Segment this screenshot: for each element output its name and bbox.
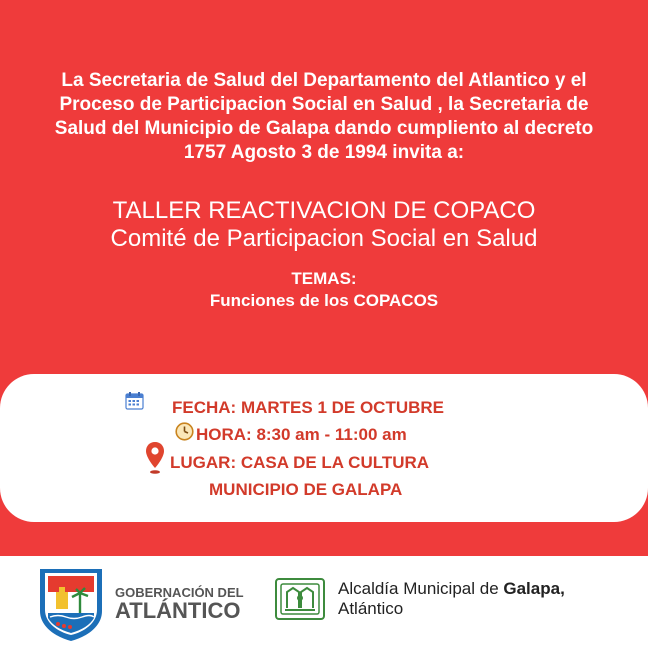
alcaldia-name-line2: Atlántico bbox=[338, 599, 404, 618]
gobernacion-name-line2: ATLÁNTICO bbox=[115, 598, 241, 623]
location-pin-icon bbox=[145, 441, 165, 475]
event-title: TALLER REACTIVACION DE COPACO bbox=[112, 197, 536, 224]
event-subtitle: Comité de Participacion Social en Salud bbox=[110, 225, 538, 252]
clock-icon bbox=[175, 422, 194, 441]
alcaldia-prefix: Alcaldía Municipal de bbox=[338, 579, 504, 598]
event-time: HORA: 8:30 am - 11:00 am bbox=[196, 425, 407, 444]
calendar-icon bbox=[125, 391, 144, 410]
event-date: FECHA: MARTES 1 DE OCTUBRE bbox=[172, 398, 445, 417]
gobernacion-name-line1: GOBERNACIÓN DEL bbox=[115, 585, 244, 600]
intro-line: Salud del Municipio de Galapa dando cumpliento al decreto bbox=[54, 118, 594, 139]
topics-label: TEMAS: bbox=[291, 269, 357, 288]
intro-line: Proceso de Participacion Social en Salud , la Secretaria de bbox=[59, 94, 589, 115]
alcaldia-name-line1 bbox=[338, 579, 565, 599]
gobernacion-shield-logo bbox=[36, 563, 106, 643]
intro-line: 1757 Agosto 3 de 1994 invita a: bbox=[183, 142, 465, 163]
topic-item: Funciones de los COPACOS bbox=[209, 291, 439, 310]
intro-text bbox=[10, 69, 638, 165]
galapa-seal-logo bbox=[275, 578, 325, 620]
alcaldia-municipality: Galapa, bbox=[503, 579, 565, 598]
intro-line: La Secretaria de Salud del Departamento del Atlantico y el bbox=[61, 70, 587, 91]
event-location-line2: MUNICIPIO DE GALAPA bbox=[209, 480, 403, 499]
event-location: LUGAR: CASA DE LA CULTURA bbox=[170, 453, 430, 472]
